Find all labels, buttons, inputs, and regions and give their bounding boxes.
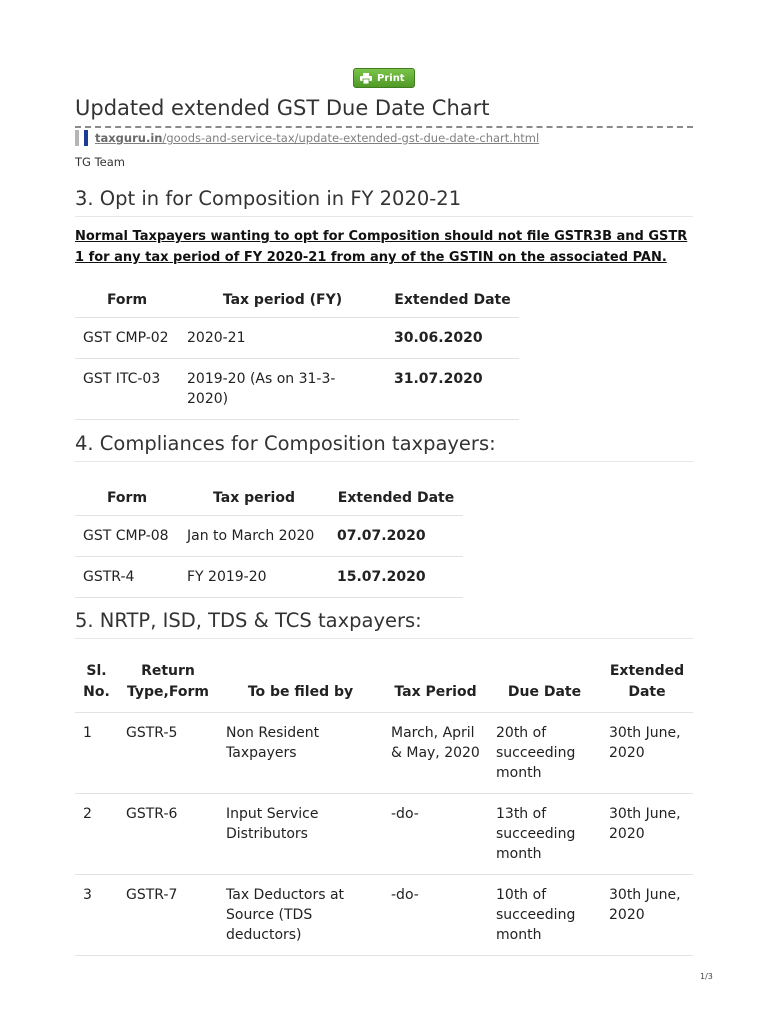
table-cell: 30.06.2020	[386, 317, 519, 358]
table-cell: 2019-20 (As on 31-3-2020)	[179, 358, 386, 419]
table-cell: GSTR-6	[118, 794, 218, 875]
section-4-heading: 4. Compliances for Composition taxpayers:	[75, 432, 693, 462]
source-bar	[75, 126, 693, 148]
table-cell: 20th of succeeding month	[488, 713, 601, 794]
table-cell: -do-	[383, 875, 488, 956]
table-cell: 10th of succeeding month	[488, 875, 601, 956]
nrtp-isd-tds-tcs-table	[75, 661, 693, 956]
table-cell: 30th June, 2020	[601, 875, 693, 956]
table-row	[75, 317, 519, 358]
print-button-label: Print	[377, 72, 405, 84]
table-row	[75, 515, 463, 556]
table-cell: Tax Deductors at Source (TDS deductors)	[218, 875, 383, 956]
table-cell: GST CMP-02	[75, 317, 179, 358]
table-header-row	[75, 485, 463, 515]
table-cell: 07.07.2020	[329, 515, 463, 556]
column-header: Form	[106, 489, 148, 506]
page-number: 1/3	[700, 972, 713, 981]
table-row	[75, 713, 693, 794]
table-cell: GST ITC-03	[75, 358, 179, 419]
table-cell: Non Resident Taxpayers	[218, 713, 383, 794]
column-header: Tax period	[213, 489, 295, 506]
author-name: TG Team	[75, 155, 125, 169]
table-cell: 13th of succeeding month	[488, 794, 601, 875]
table-row	[75, 875, 693, 956]
column-header: To be filed by	[247, 684, 354, 700]
table-cell: FY 2019-20	[179, 556, 329, 597]
table-cell: GSTR-7	[118, 875, 218, 956]
table-header-row	[75, 661, 693, 713]
dashed-divider	[75, 126, 693, 128]
table-cell: 2	[75, 794, 118, 875]
printer-icon	[360, 73, 372, 84]
source-domain: taxguru.in	[95, 131, 163, 145]
table-cell: 30th June, 2020	[601, 794, 693, 875]
table-cell: 3	[75, 875, 118, 956]
column-header: Extended Date	[394, 291, 511, 308]
column-header: Extended Date	[609, 663, 685, 700]
column-header: Extended Date	[337, 489, 455, 506]
table-row	[75, 794, 693, 875]
section-5-heading: 5. NRTP, ISD, TDS & TCS taxpayers:	[75, 609, 693, 639]
table-cell: Jan to March 2020	[179, 515, 329, 556]
table-cell: 1	[75, 713, 118, 794]
table-cell: March, April & May, 2020	[383, 713, 488, 794]
column-header: Form	[106, 291, 148, 308]
table-cell: Input Service Distributors	[218, 794, 383, 875]
source-path: /goods-and-service-tax/update-extended-gst-due-date-chart.html	[162, 131, 540, 145]
table-cell: GSTR-5	[118, 713, 218, 794]
column-header: Due Date	[507, 684, 582, 700]
composition-opt-in-table	[75, 287, 519, 420]
composition-compliance-table	[75, 485, 463, 598]
column-header: Sl. No.	[83, 663, 110, 700]
source-url-link[interactable]	[95, 131, 539, 145]
print-button[interactable]	[353, 68, 415, 88]
column-header: Tax period (FY)	[222, 291, 343, 308]
column-header: Tax Period	[394, 684, 477, 700]
table-cell: GSTR-4	[75, 556, 179, 597]
article-title: Updated extended GST Due Date Chart	[75, 96, 490, 120]
table-cell: 15.07.2020	[329, 556, 463, 597]
table-cell: 30th June, 2020	[601, 713, 693, 794]
source-marker-blue	[84, 130, 88, 146]
column-header: Return Type,Form	[127, 663, 209, 700]
table-cell: GST CMP-08	[75, 515, 179, 556]
source-marker-grey	[75, 130, 79, 146]
table-cell: 2020-21	[179, 317, 386, 358]
section-3-heading: 3. Opt in for Composition in FY 2020-21	[75, 187, 693, 217]
table-header-row	[75, 287, 519, 317]
table-row	[75, 358, 519, 419]
table-cell: -do-	[383, 794, 488, 875]
composition-note: Normal Taxpayers wanting to opt for Composition should not file GSTR3B and GSTR 1 for any tax period of FY 2020-21 from any of the GSTIN on the associated PAN.	[75, 229, 688, 265]
table-row	[75, 556, 463, 597]
table-cell: 31.07.2020	[386, 358, 519, 419]
